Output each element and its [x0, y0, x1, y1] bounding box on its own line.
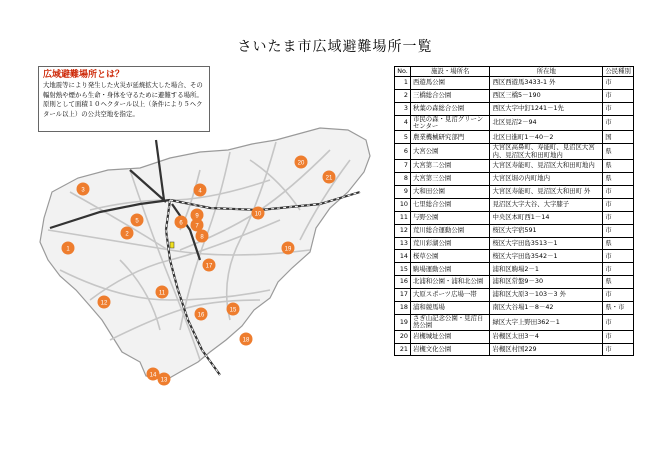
row-address: 西区大字中釘1241－1先 [490, 102, 603, 115]
map-marker-17[interactable] [203, 259, 216, 272]
row-address: 浦和区駒場2－1 [490, 263, 603, 276]
row-type: 県 [603, 276, 634, 289]
table-row [395, 237, 634, 250]
table-row [395, 102, 634, 115]
svg-text:19: 19 [284, 246, 292, 253]
row-name: 桜草公園 [410, 250, 489, 263]
row-type: 市 [603, 330, 634, 343]
table-row [395, 276, 634, 289]
row-name: 大和田公園 [410, 185, 489, 198]
svg-text:7: 7 [195, 223, 199, 230]
info-box-heading: 広域避難場所とは？ [43, 70, 125, 80]
row-type: 市 [603, 250, 634, 263]
map-marker-20[interactable] [295, 156, 308, 169]
row-address: 北区日進町1－40－2 [490, 131, 603, 144]
map-marker-3[interactable] [77, 183, 90, 196]
row-address: 岩槻区村国229 [490, 343, 603, 356]
row-type: 市 [603, 289, 634, 302]
table-row [395, 301, 634, 314]
page-title: さいたま市広域避難場所一覧 [237, 39, 433, 55]
svg-text:12: 12 [100, 300, 108, 307]
row-no: 16 [395, 276, 411, 289]
row-address: 浦和区大原3－103－3 外 [490, 289, 603, 302]
row-no: 3 [395, 102, 411, 115]
table-row [395, 185, 634, 198]
map-marker-16[interactable] [195, 308, 208, 321]
row-address: 岩槻区太田3－4 [490, 330, 603, 343]
table-row [395, 173, 634, 186]
row-no: 8 [395, 173, 411, 186]
row-type: 市 [603, 211, 634, 224]
row-name: 岩槻城址公園 [410, 330, 489, 343]
row-name: 大宮第三公園 [410, 173, 489, 186]
row-address: 見沼区大字大谷、大字膝子 [490, 198, 603, 211]
table-row [395, 131, 634, 144]
row-type: 市 [603, 343, 634, 356]
row-name: 北浦和公園・浦和北公園 [410, 276, 489, 289]
row-no: 13 [395, 237, 411, 250]
header-name: 施設・場所名 [410, 67, 489, 77]
row-name: 大宮公園 [410, 144, 489, 160]
table-row [395, 115, 634, 131]
svg-text:21: 21 [325, 175, 333, 182]
map-marker-11[interactable] [156, 286, 169, 299]
row-address: 大宮区寿能町、見沼区大和田町 外 [490, 185, 603, 198]
row-no: 4 [395, 115, 411, 131]
svg-text:17: 17 [205, 263, 213, 270]
map-marker-12[interactable] [98, 296, 111, 309]
header-type: 公民種別 [603, 67, 634, 77]
table-row [395, 77, 634, 90]
row-type: 国 [603, 131, 634, 144]
row-name: 大原スポーツ広場一帯 [410, 289, 489, 302]
svg-text:2: 2 [125, 231, 129, 238]
map-marker-15[interactable] [227, 303, 240, 316]
row-name: 大宮第二公園 [410, 160, 489, 173]
table-row [395, 89, 634, 102]
map-marker-4[interactable] [194, 184, 207, 197]
map-marker-1[interactable] [62, 242, 75, 255]
row-type: 市 [603, 198, 634, 211]
row-address: 桜区大字田島3513－1 [490, 237, 603, 250]
row-type: 県 [603, 144, 634, 160]
header-no: No. [395, 67, 411, 77]
row-address: 桜区大字田島3542－1 [490, 250, 603, 263]
row-type: 市 [603, 89, 634, 102]
table-row [395, 289, 634, 302]
row-no: 5 [395, 131, 411, 144]
row-address: 北区見沼2－94 [490, 115, 603, 131]
row-name: 七里総合公園 [410, 198, 489, 211]
map-marker-21[interactable] [323, 171, 336, 184]
svg-text:4: 4 [198, 188, 202, 195]
row-name: 浦和競馬場 [410, 301, 489, 314]
svg-text:15: 15 [229, 307, 237, 314]
svg-text:5: 5 [135, 218, 139, 225]
table-row [395, 144, 634, 160]
svg-text:14: 14 [149, 372, 157, 379]
table-row [395, 211, 634, 224]
map-marker-2[interactable] [121, 227, 134, 240]
table-row [395, 314, 634, 330]
map-marker-14[interactable] [147, 368, 160, 381]
row-address: 緑区大字上野田362－1 [490, 314, 603, 330]
svg-text:13: 13 [160, 377, 168, 384]
map-marker-19[interactable] [282, 242, 295, 255]
svg-text:20: 20 [297, 160, 305, 167]
row-no: 15 [395, 263, 411, 276]
row-address: 西区三橋5－190 [490, 89, 603, 102]
row-name: 市民の森・見沼グリーンセンター [410, 115, 489, 131]
table-row [395, 160, 634, 173]
row-type: 市 [603, 77, 634, 90]
svg-text:10: 10 [254, 211, 262, 218]
row-name: 岩槻文化公園 [410, 343, 489, 356]
row-no: 11 [395, 211, 411, 224]
map-marker-10[interactable] [252, 207, 265, 220]
row-name: 秋葉の森総合公園 [410, 102, 489, 115]
map-marker-18[interactable] [240, 333, 253, 346]
row-name: 三橋総合公園 [410, 89, 489, 102]
row-name: 駒場運動公園 [410, 263, 489, 276]
row-name: 与野公園 [410, 211, 489, 224]
shelter-table [394, 66, 634, 356]
row-no: 9 [395, 185, 411, 198]
row-name: 農業機械研究部門 [410, 131, 489, 144]
row-type: 県 [603, 237, 634, 250]
row-type: 市 [603, 115, 634, 131]
table-row [395, 343, 634, 356]
city-map [30, 100, 388, 400]
svg-text:3: 3 [81, 187, 85, 194]
table-row [395, 330, 634, 343]
row-address: 大宮区寿能町、見沼区大和田町地内 [490, 160, 603, 173]
row-type: 県・市 [603, 301, 634, 314]
svg-text:9: 9 [195, 213, 199, 220]
row-no: 19 [395, 314, 411, 330]
row-address: 中央区本町西1－14 [490, 211, 603, 224]
row-no: 12 [395, 224, 411, 237]
map-marker-8[interactable] [196, 230, 209, 243]
row-no: 10 [395, 198, 411, 211]
svg-text:1: 1 [66, 246, 70, 253]
row-no: 17 [395, 289, 411, 302]
row-type: 市 [603, 263, 634, 276]
row-no: 14 [395, 250, 411, 263]
info-box [38, 66, 210, 132]
row-address: 浦和区常盤9－30 [490, 276, 603, 289]
row-no: 1 [395, 77, 411, 90]
row-name: 西遊馬公園 [410, 77, 489, 90]
map-marker-9[interactable] [191, 209, 204, 222]
info-box-body: 大地震等により発生した火災が延焼拡大した場合、その輻射熱や煙から生命・身体を守るために避難する場所。原則として面積１０ヘクタール以上（条件により５ヘクタール以上）の公共空地を指定。 [43, 81, 203, 118]
row-name: 荒川総合運動公園 [410, 224, 489, 237]
row-type: 市 [603, 185, 634, 198]
row-no: 21 [395, 343, 411, 356]
table-row [395, 224, 634, 237]
map-marker-5[interactable] [131, 214, 144, 227]
station-marker [170, 242, 174, 248]
row-no: 18 [395, 301, 411, 314]
svg-text:16: 16 [197, 312, 205, 319]
row-name: さぎ山記念公園・見沼自然公園 [410, 314, 489, 330]
row-type: 県 [603, 173, 634, 186]
table-row [395, 263, 634, 276]
map-marker-6[interactable] [175, 216, 188, 229]
row-type: 県 [603, 160, 634, 173]
row-no: 20 [395, 330, 411, 343]
row-address: 南区大谷場1－8－42 [490, 301, 603, 314]
table-row [395, 250, 634, 263]
row-no: 6 [395, 144, 411, 160]
svg-text:8: 8 [200, 234, 204, 241]
row-type: 市 [603, 224, 634, 237]
row-name: 荒川彩湖公園 [410, 237, 489, 250]
svg-text:18: 18 [242, 337, 250, 344]
svg-text:6: 6 [179, 220, 183, 227]
row-type: 市 [603, 102, 634, 115]
row-address: 桜区大字宿591 [490, 224, 603, 237]
row-address: 大宮区堀の内町地内 [490, 173, 603, 186]
header-address: 所在地 [490, 67, 603, 77]
row-address: 大宮区高鼻町、寿能町、見沼区大宮内、見沼区大和田町地内 [490, 144, 603, 160]
row-no: 7 [395, 160, 411, 173]
row-type: 市 [603, 314, 634, 330]
row-no: 2 [395, 89, 411, 102]
row-address: 西区西遊馬3433-1 外 [490, 77, 603, 90]
table-row [395, 198, 634, 211]
svg-text:11: 11 [158, 290, 166, 297]
table-header-row [395, 67, 634, 77]
